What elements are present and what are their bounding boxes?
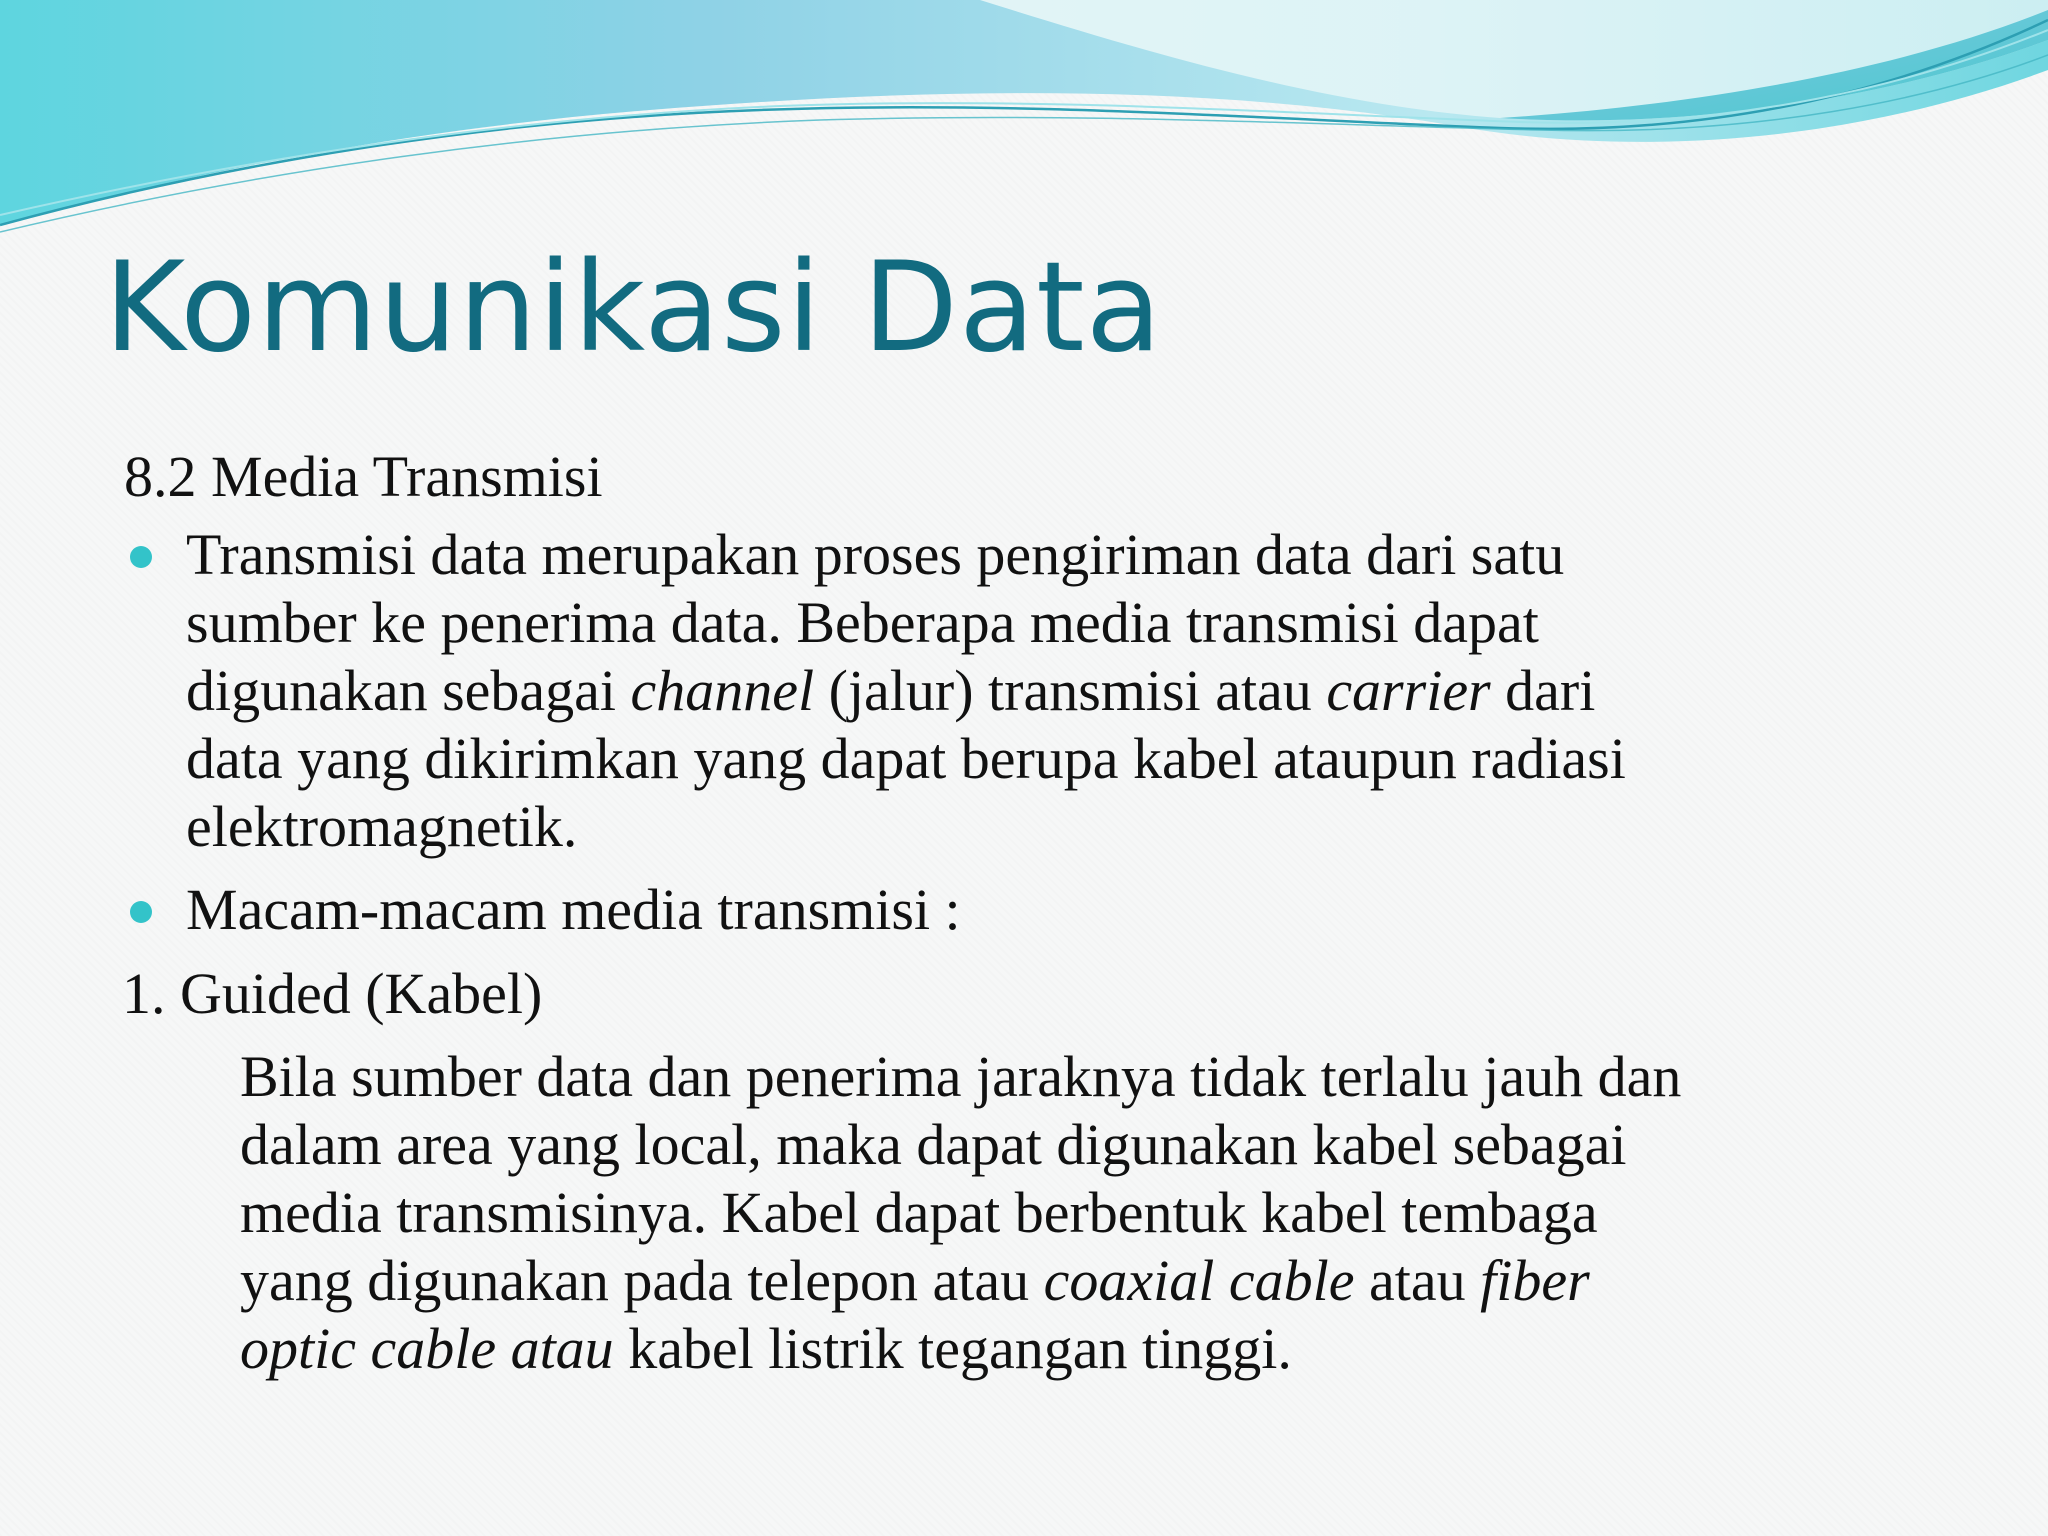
text-line: Bila sumber data dan penerima jaraknya tidak terlalu jauh dan xyxy=(240,1044,1682,1109)
slide-title: Komunikasi Data xyxy=(104,236,1163,380)
text-line: Transmisi data merupakan proses pengiriman data dari satu xyxy=(186,522,1565,587)
term-carrier: carrier xyxy=(1326,658,1491,723)
text-line: dalam area yang local, maka dapat digunakan kabel sebagai xyxy=(240,1112,1627,1177)
text-line: digunakan sebagai channel (jalur) transmisi atau carrier dari xyxy=(186,658,1596,723)
text-line: media transmisinya. Kabel dapat berbentuk kabel tembaga xyxy=(240,1180,1598,1245)
bullet-text xyxy=(186,521,1986,861)
term-optic-cable: optic cable atau xyxy=(240,1316,614,1381)
term-coaxial-cable: coaxial cable xyxy=(1043,1248,1355,1313)
text-line: elektromagnetik. xyxy=(186,794,578,859)
bullet-item-macam-media xyxy=(126,876,1926,946)
bullet-icon xyxy=(130,546,152,568)
text-line: data yang dikirimkan yang dapat berupa kabel ataupun radiasi xyxy=(186,726,1626,791)
term-channel: channel xyxy=(630,658,815,723)
bullet-icon xyxy=(130,901,152,923)
bullet-item-transmisi xyxy=(126,521,1926,871)
text-line: yang digunakan pada telepon atau coaxial cable atau fiber xyxy=(240,1248,1590,1313)
text-line: sumber ke penerima data. Beberapa media transmisi dapat xyxy=(186,590,1539,655)
numbered-item-guided: 1. Guided (Kabel) xyxy=(122,961,543,1026)
section-heading: 8.2 Media Transmisi xyxy=(124,444,603,509)
bullet-text: Macam-macam media transmisi : xyxy=(186,877,961,942)
text-line: optic cable atau kabel listrik tegangan tinggi. xyxy=(240,1316,1292,1381)
guided-description xyxy=(240,1043,2000,1383)
term-fiber: fiber xyxy=(1480,1248,1590,1313)
